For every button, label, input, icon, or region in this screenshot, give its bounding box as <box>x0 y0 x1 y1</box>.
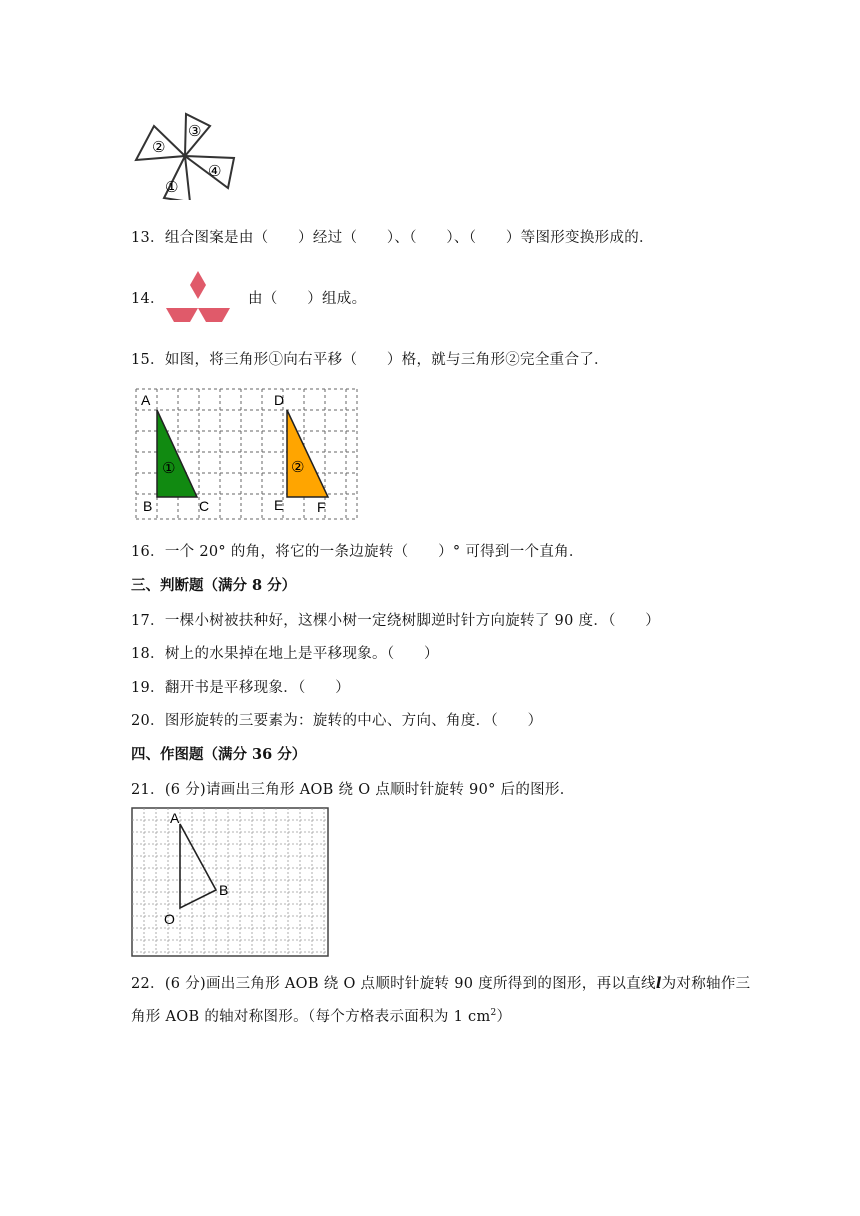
triangle-2-label: ② <box>291 459 305 476</box>
question-22-text-b: 为对称轴作三 <box>661 976 751 992</box>
question-19: 19．翻开书是平移现象．（ ） <box>131 680 350 696</box>
triangle-2 <box>287 410 328 497</box>
question-15: 15．如图，将三角形①向右平移（ ）格，就与三角形②完全重合了． <box>131 352 609 368</box>
question-22-line-1 <box>131 972 750 993</box>
vertex-A: A <box>141 392 151 408</box>
question-20: 20．图形旋转的三要素为：旋转的中心、方向、角度．（ ） <box>131 713 543 729</box>
vertex-E: E <box>274 497 284 513</box>
question-14-number: 14． <box>131 291 165 307</box>
three-diamonds-logo <box>166 270 230 326</box>
question-18: 18．树上的水果掉在地上是平移现象。（ ） <box>131 646 439 662</box>
section-3-heading: 三、判断题（满分 8 分） <box>131 577 297 594</box>
question-22-text-d: ） <box>496 1009 512 1025</box>
section-4-heading: 四、作图题（满分 36 分） <box>131 746 307 763</box>
rotation-grid-figure <box>131 807 331 959</box>
vertex-B: B <box>143 498 153 514</box>
pinwheel-label-2: ② <box>152 139 166 156</box>
line-variable: l <box>655 975 662 992</box>
vertex-C: C <box>199 498 210 514</box>
question-17: 17．一棵小树被扶种好，这棵小树一定绕树脚逆时针方向旋转了 90 度．（ ） <box>131 613 661 629</box>
pinwheel-figure <box>130 108 240 200</box>
vertex-B-label: B <box>219 882 229 898</box>
translation-grid-figure <box>131 386 365 522</box>
triangle-1 <box>157 410 197 497</box>
question-16: 16．一个 20° 的角，将它的一条边旋转（ ）° 可得到一个直角． <box>131 544 584 560</box>
pinwheel-label-4: ④ <box>208 163 222 180</box>
triangle-1-label: ① <box>162 460 176 477</box>
vertex-D: D <box>274 392 285 408</box>
vertex-A-label: A <box>170 810 180 826</box>
question-22-text-a: 22．(6 分)画出三角形 AOB 绕 O 点顺时针旋转 90 度所得到的图形，再以直线 <box>131 976 656 992</box>
pinwheel-label-1: ① <box>165 179 179 196</box>
vertex-O-label: O <box>164 911 175 927</box>
superscript-2: 2 <box>490 1008 497 1019</box>
question-22-text-c: 角形 AOB 的轴对称图形。（每个方格表示面积为 1 cm <box>131 1009 491 1025</box>
pinwheel-label-3: ③ <box>188 123 202 140</box>
question-21: 21．(6 分)请画出三角形 AOB 绕 O 点顺时针旋转 90° 后的图形． <box>131 782 575 798</box>
question-14-text: 由（ ）组成。 <box>248 291 367 307</box>
question-22-line-2 <box>131 1005 511 1026</box>
vertex-F: F <box>317 499 326 515</box>
question-13: 13．组合图案是由（ ）经过（ ）、（ ）、（ ）等图形变换形成的． <box>131 230 654 246</box>
